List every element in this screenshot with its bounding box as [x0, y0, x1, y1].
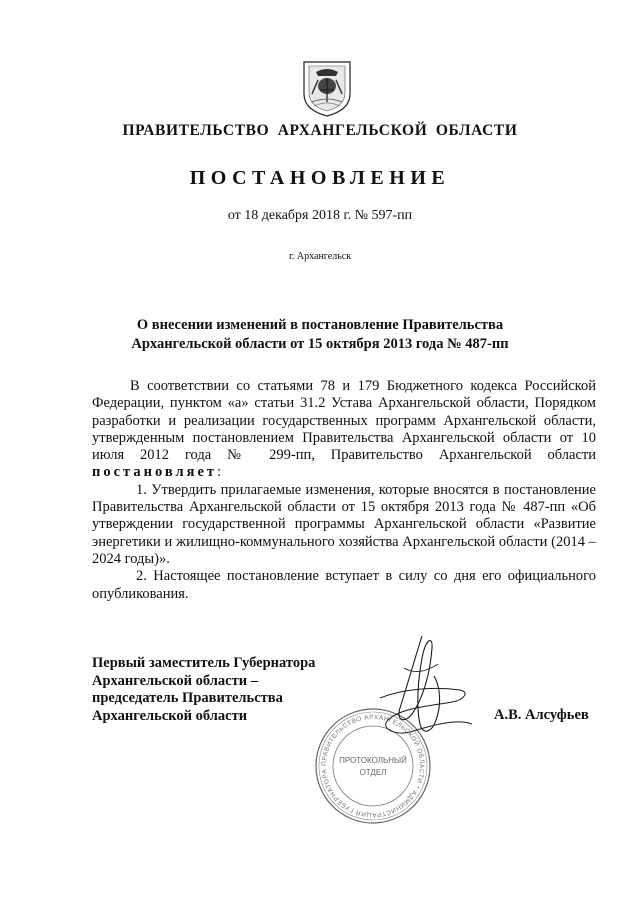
coat-of-arms-icon — [300, 58, 354, 118]
resolves-colon: : — [217, 464, 222, 481]
signer-position — [92, 655, 315, 725]
seal-ring-text: ПРАВИТЕЛЬСТВО АРХАНГЕЛЬСКОЙ ОБЛАСТИ * АДМИНИСТРАЦИЯ ГУБЕРНАТОРА — [320, 713, 426, 819]
date-number-line: от 18 декабря 2018 г. № 597-пп — [227, 208, 413, 223]
government-title: ПРАВИТЕЛЬСТВО АРХАНГЕЛЬСКОЙ ОБЛАСТИ — [122, 122, 518, 139]
subject-line-2: Архангельской области от 15 октября 2013 года № 487-пп — [131, 336, 509, 352]
signer-line-1: Первый заместитель Губернатора — [92, 655, 316, 671]
seal-inner-line-2: ОТДЕЛ — [359, 768, 387, 777]
resolves-word: постановляет — [92, 464, 218, 481]
resolution-item-1: 1. Утвердить прилагаемые изменения, которые вносятся в постановление Правительства Архангельской области от 15 октября 2013 года № 487-пп «Об утверждении государственной программы Архангельской области «Развитие энергетики и жилищно-коммунального хозяйства Архангельской области (2014 – 2024 годы)». — [92, 481, 596, 567]
resolution-item-2: 2. Настоящее постановление вступает в силу со дня его официального опубликования. — [92, 568, 596, 602]
signer-line-2: Архангельской области – — [92, 672, 258, 689]
preamble-paragraph — [92, 378, 596, 482]
preamble-text: В соответствии со статьями 78 и 179 Бюджетного кодекса Российской Федерации, пунктом «а» статьи 31.2 Устава Архангельской области, Порядком разработки и реализации государственных программ Архангельской области, утвержденным постановлением Правительства Архангельской области от 10 июля 2012 года № 299-пп, Правительство Архангельской области — [92, 378, 596, 464]
signer-line-4: Архангельской области — [92, 707, 248, 724]
handwritten-signature — [360, 628, 480, 748]
subject-line-1: О внесении изменений в постановление Правительства — [136, 317, 504, 333]
document-subject — [0, 316, 640, 354]
seal-inner-line-1: ПРОТОКОЛЬНЫЙ — [339, 756, 407, 765]
signer-name: А.В. Алсуфьев — [494, 707, 589, 723]
document-type: ПОСТАНОВЛЕНИЕ — [189, 167, 451, 189]
city-line: г. Архангельск — [288, 251, 352, 262]
document-body — [92, 378, 596, 603]
signer-line-3: председатель Правительства — [92, 690, 283, 706]
